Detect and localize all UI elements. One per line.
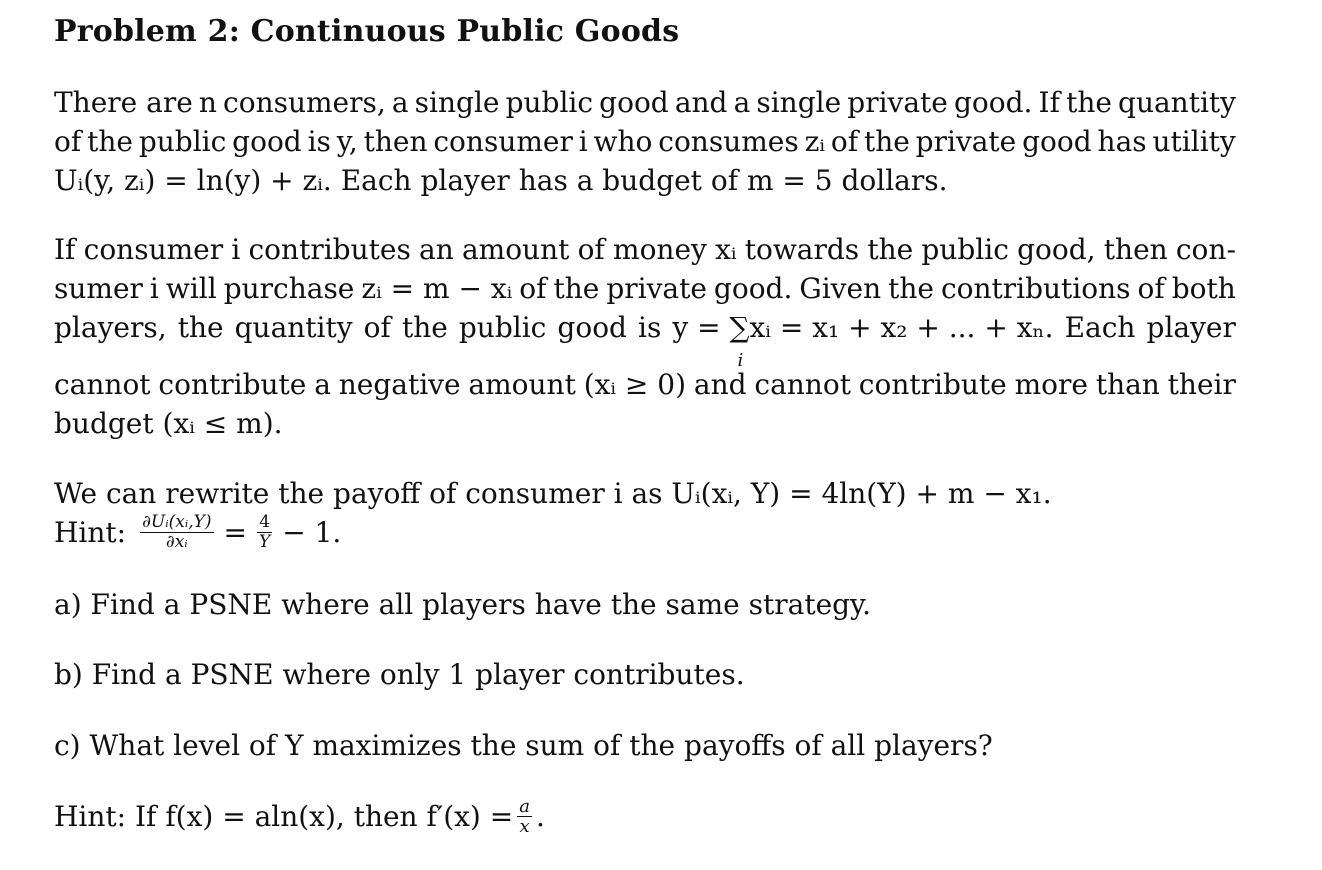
word: of bbox=[54, 125, 82, 158]
word: contributions bbox=[940, 272, 1131, 305]
paragraph-contributions-line-3 bbox=[54, 308, 1236, 371]
partial-derivative-fraction bbox=[140, 513, 213, 552]
paragraph-contributions-line-4 bbox=[54, 365, 1236, 404]
word: i bbox=[149, 272, 159, 305]
equation-rhs: xᵢ = x₁ + x₂ + ... + xₙ. bbox=[749, 311, 1054, 344]
word: an bbox=[419, 233, 454, 266]
problem-title: Problem 2: Continuous Public Goods bbox=[54, 14, 680, 49]
fraction-numerator: a bbox=[519, 796, 530, 817]
word: the bbox=[401, 311, 448, 344]
word: xᵢ bbox=[715, 233, 737, 266]
paragraph-setup-line-3 bbox=[54, 161, 1236, 200]
paragraph-contributions-line-5 bbox=[54, 404, 1236, 443]
word: purchase bbox=[223, 272, 355, 305]
word: has bbox=[1097, 125, 1147, 158]
word: contributes bbox=[248, 233, 411, 266]
word: their bbox=[1167, 368, 1236, 401]
hint-label: Hint: bbox=[54, 516, 127, 549]
word: cannot bbox=[754, 368, 851, 401]
word: more bbox=[1014, 368, 1088, 401]
word: i bbox=[578, 125, 588, 158]
word: (xᵢ ≥ 0) bbox=[583, 368, 687, 401]
fraction-denominator: x bbox=[519, 816, 530, 837]
word: of bbox=[1137, 272, 1165, 305]
word: player bbox=[1146, 311, 1236, 344]
word: cannot bbox=[54, 368, 151, 401]
word: money bbox=[613, 233, 707, 266]
word: negative bbox=[338, 368, 461, 401]
word: the bbox=[888, 272, 934, 305]
word: i bbox=[231, 233, 241, 266]
word: good bbox=[557, 311, 627, 344]
word: amount bbox=[468, 368, 576, 401]
word: single bbox=[756, 86, 842, 119]
word: good. bbox=[953, 86, 1033, 119]
word: the bbox=[177, 311, 224, 344]
word: good, bbox=[1017, 233, 1096, 266]
word: utility bbox=[1152, 125, 1236, 158]
word: and bbox=[693, 368, 747, 401]
word: public bbox=[505, 86, 594, 119]
word: sumer bbox=[54, 272, 143, 305]
word: the bbox=[863, 125, 910, 158]
payoff-rewrite: We can rewrite the payoff of consumer i as Uᵢ(xᵢ, Y) = 4ln(Y) + m − x₁. bbox=[54, 477, 1052, 510]
word: contribute bbox=[858, 368, 1007, 401]
derivative-hint bbox=[54, 797, 545, 836]
word: con- bbox=[1175, 233, 1236, 266]
word: of bbox=[519, 272, 547, 305]
word: players, bbox=[54, 311, 167, 344]
payoff-rewrite-line bbox=[54, 474, 1236, 513]
question-a: a) Find a PSNE where all players have the same strategy. bbox=[54, 588, 872, 621]
paragraph-contributions-line-2 bbox=[54, 269, 1236, 308]
equation-lhs: y = bbox=[672, 311, 730, 344]
word: the bbox=[1066, 86, 1112, 119]
derivative-hint-text: Hint: If f(x) = aln(x), then f′(x) = bbox=[54, 800, 514, 833]
paragraph-contributions bbox=[54, 230, 1236, 443]
word: of bbox=[363, 311, 391, 344]
word: good bbox=[599, 86, 669, 119]
word: amount bbox=[461, 233, 570, 266]
word: then bbox=[1103, 233, 1168, 266]
word: a bbox=[314, 368, 331, 401]
word: the bbox=[867, 233, 914, 266]
word: consumers, bbox=[223, 86, 386, 119]
word: If bbox=[54, 233, 76, 266]
word: private bbox=[606, 272, 707, 305]
word: zᵢ bbox=[804, 125, 825, 158]
fraction-numerator: ∂Uᵢ(xᵢ,Y) bbox=[142, 512, 212, 532]
fraction-denominator: Y bbox=[259, 532, 271, 552]
word: towards bbox=[744, 233, 860, 266]
word: n bbox=[198, 86, 217, 119]
fraction-denominator: ∂xᵢ bbox=[165, 532, 188, 552]
word: single bbox=[414, 86, 500, 119]
word: a bbox=[733, 86, 751, 119]
hint-tail: − 1. bbox=[282, 516, 342, 549]
word: consumer bbox=[83, 233, 224, 266]
budget-constraint: budget (xᵢ ≤ m). bbox=[54, 407, 283, 440]
word: consumer bbox=[433, 125, 573, 158]
question-c: c) What level of Y maximizes the sum of the payoffs of all players? bbox=[54, 729, 993, 762]
word: the bbox=[553, 272, 600, 305]
word: good bbox=[1022, 125, 1092, 158]
word: and bbox=[674, 86, 728, 119]
word: zᵢ = m − xᵢ bbox=[361, 272, 513, 305]
question-b: b) Find a PSNE where only 1 player contributes. bbox=[54, 658, 745, 691]
paragraph-setup-line-1 bbox=[54, 83, 1236, 122]
summation-index: i bbox=[737, 350, 744, 371]
word: a bbox=[391, 86, 409, 119]
equals-sign: = bbox=[223, 516, 247, 549]
word: private bbox=[847, 86, 948, 119]
paragraph-contributions-line-1 bbox=[54, 230, 1236, 269]
word: contribute bbox=[158, 368, 307, 401]
word: private bbox=[915, 125, 1017, 158]
paragraph-setup bbox=[54, 83, 1236, 200]
summation-sign: ∑ bbox=[729, 311, 750, 344]
word: is bbox=[307, 125, 331, 158]
word: public bbox=[458, 311, 547, 344]
word: good bbox=[232, 125, 302, 158]
word: the bbox=[87, 125, 133, 158]
word: quantity bbox=[234, 311, 353, 344]
word: then bbox=[363, 125, 428, 158]
utility-definition: Uᵢ(y, zᵢ) = ln(y) + zᵢ. Each player has a budget of m = 5 dollars. bbox=[54, 164, 948, 197]
public-good-sum-equation bbox=[672, 308, 1054, 371]
word: who bbox=[593, 125, 653, 158]
four-over-y-fraction bbox=[257, 513, 272, 552]
word: of bbox=[577, 233, 605, 266]
word: than bbox=[1095, 368, 1160, 401]
summation-symbol bbox=[729, 308, 750, 371]
word: of bbox=[830, 125, 859, 158]
payoff-hint-line bbox=[54, 513, 1236, 552]
word: Each bbox=[1064, 311, 1136, 344]
word: public bbox=[138, 125, 227, 158]
word: If bbox=[1038, 86, 1060, 119]
word: There are bbox=[54, 86, 193, 119]
word: y, bbox=[336, 125, 358, 158]
paragraph-setup-line-2 bbox=[54, 122, 1236, 161]
a-over-x-fraction bbox=[517, 797, 532, 836]
word: consumes bbox=[658, 125, 799, 158]
paragraph-payoff bbox=[54, 474, 1236, 552]
word: quantity bbox=[1118, 86, 1236, 119]
word: public bbox=[921, 233, 1009, 266]
derivative-hint-end: . bbox=[535, 800, 545, 833]
word: both bbox=[1171, 272, 1236, 305]
fraction-numerator: 4 bbox=[259, 512, 271, 532]
word: good. bbox=[713, 272, 793, 305]
word: will bbox=[165, 272, 217, 305]
word: Given bbox=[799, 272, 882, 305]
word: is bbox=[638, 311, 662, 344]
